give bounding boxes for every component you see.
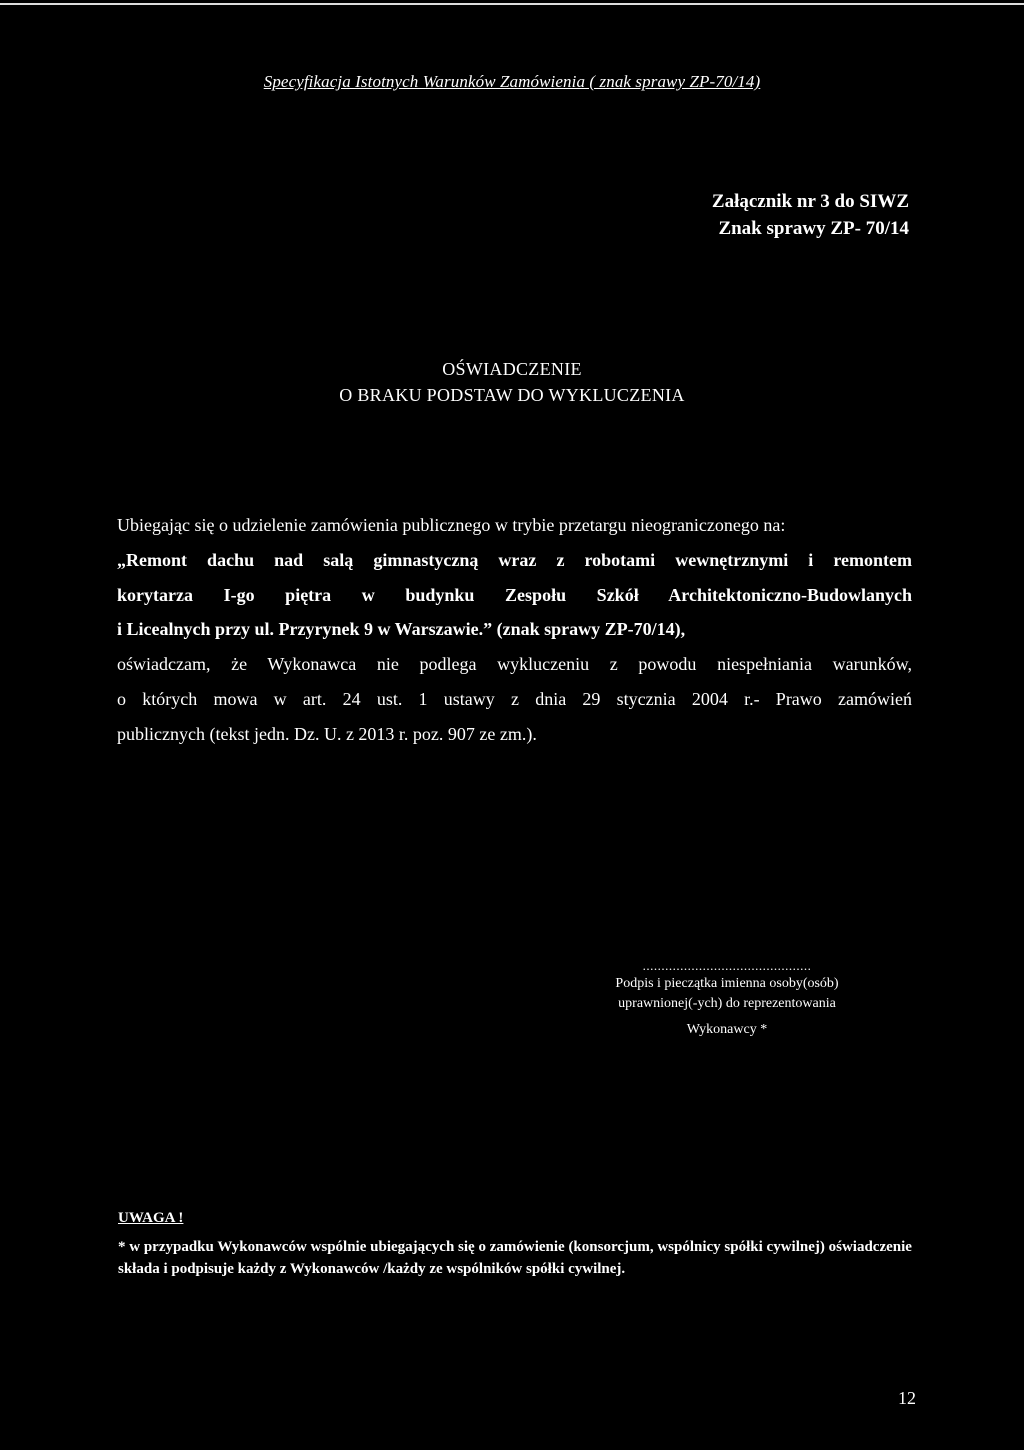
body-line-2: „Remont dachu nad salą gimnastyczną wraz z robotami wewnętrznymi i remontem (117, 549, 912, 570)
signature-line: ............................................. (642, 958, 812, 973)
signature-label-1: Podpis i pieczątka imienna osoby(osób) (615, 976, 839, 991)
document-title (0, 356, 1024, 408)
running-header: Specyfikacja Istotnych Warunków Zamówienia ( znak sprawy ZP-70/14) (263, 72, 761, 91)
signature-block (562, 958, 892, 1040)
body-line-5: oświadczam, że Wykonawca nie podlega wykluczeniu z powodu niespełniania warunków, (117, 654, 912, 675)
annex-number: Załącznik nr 3 do SIWZ (711, 191, 909, 212)
note-title: UWAGA ! (118, 1210, 184, 1226)
page-number: 12 (898, 1388, 916, 1408)
statement-body (117, 508, 912, 752)
top-rule (0, 3, 1024, 5)
body-line-6: o których mowa w art. 24 ust. 1 ustawy z dnia 29 stycznia 2004 r.- Prawo zamówień (117, 688, 912, 709)
body-line-1: Ubiegając się o udzielenie zamówienia publicznego w trybie przetargu nieograniczonego na: (117, 515, 786, 535)
case-number: Znak sprawy ZP- 70/14 (718, 218, 909, 239)
body-line-3: korytarza I-go piętra w budynku Zespołu Szkół Architektoniczno-Budowlanych (117, 584, 912, 605)
signature-label-2: uprawnionej(-ych) do reprezentowania (618, 996, 836, 1011)
annex-block (712, 188, 909, 242)
title-line-2: O BRAKU PODSTAW DO WYKLUCZENIA (339, 385, 685, 405)
title-line-1: OŚWIADCZENIE (442, 359, 582, 379)
body-line-7: publicznych (tekst jedn. Dz. U. z 2013 r. poz. 907 ze zm.). (117, 723, 537, 744)
signature-label-3: Wykonawcy * (686, 1022, 768, 1037)
note-text: * w przypadku Wykonawców wspólnie ubiegających się o zamówienie (konsorcjum, wspólnicy spółki cywilnej) oświadczenie składa i podpisuje każdy z Wykonawców /każdy ze wspólników spółki cywilnej. (118, 1239, 912, 1277)
body-line-4: i Licealnych przy ul. Przyrynek 9 w Warszawie.” (znak sprawy ZP-70/14), (117, 619, 686, 640)
